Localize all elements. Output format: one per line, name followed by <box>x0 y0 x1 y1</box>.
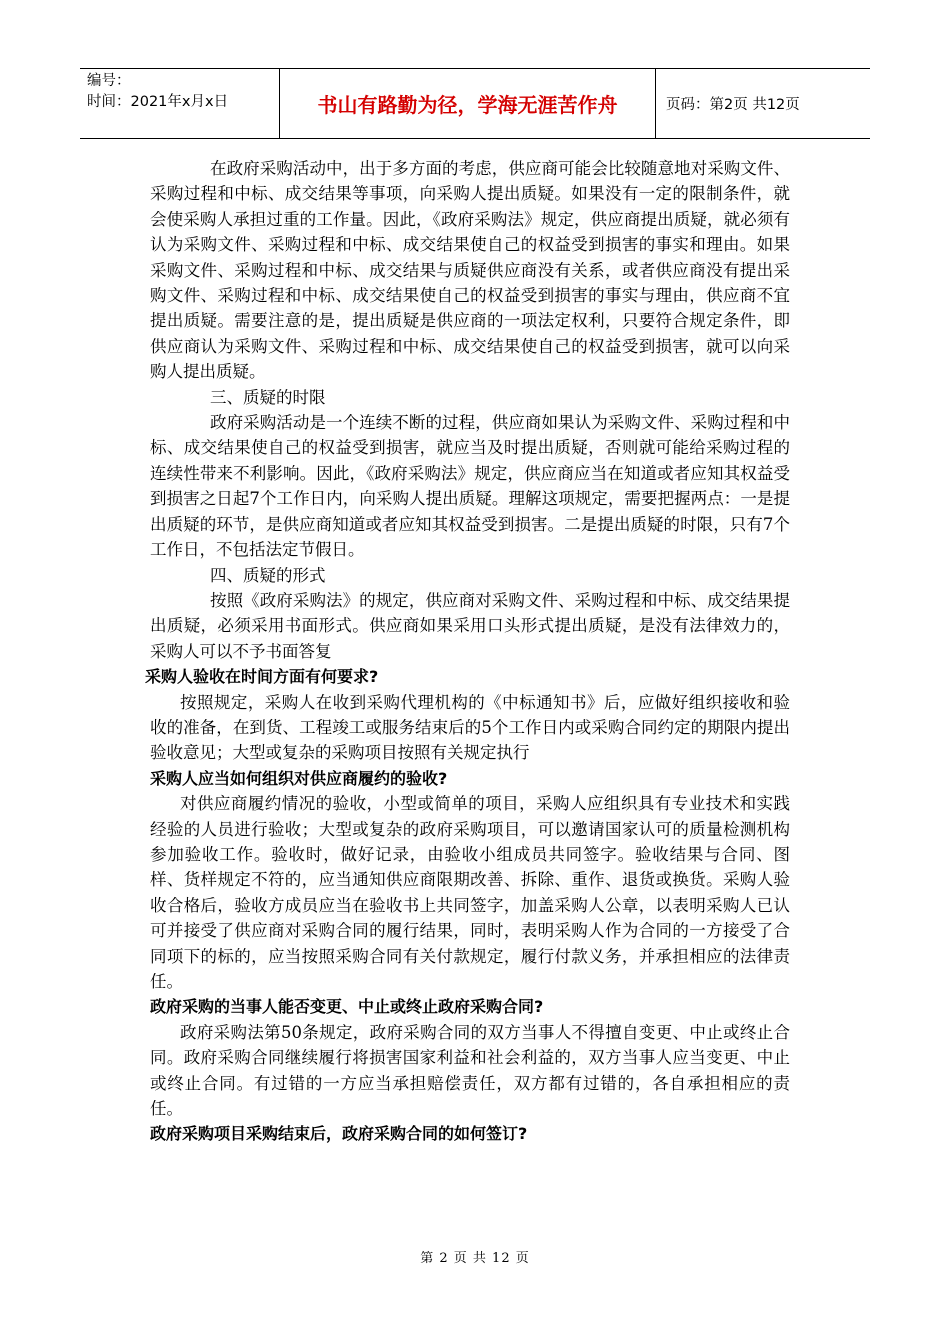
section-heading-time-limit: 三、质疑的时限 <box>210 387 326 407</box>
page-header <box>80 68 870 139</box>
document-body <box>145 156 790 1147</box>
paragraph-question-basis: 在政府采购活动中，出于多方面的考虑，供应商可能会比较随意地对采购文件、采购过程和中标、成交结果等事项，向采购人提出质疑。如果没有一定的限制条件，就会使采购人承担过重的工作量。因此，《政府采购法》规定，供应商提出质疑，就必须有认为采购文件、采购过程和中标、成交结果使自己的权益受到损害的事实和理由。如果采购文件、采购过程和中标、成交结果与质疑供应商没有关系，或者供应商没有提出采购文件、采购过程和中标、成交结果使自己的权益受到损害的事实与理由，供应商不宜提出质疑。需要注意的是，提出质疑是供应商的一项法定权利，只要符合规定条件，即供应商认为采购文件、采购过程和中标、成交结果使自己的权益受到损害，就可以向采购人提出质疑。 <box>150 159 790 382</box>
header-motto: 书山有路勤为径，学海无涯苦作舟 <box>280 69 656 138</box>
section-heading-form: 四、质疑的形式 <box>210 565 326 585</box>
answer-contract-change: 政府采购法第50条规定，政府采购合同的双方当事人不得擅自变更、中止或终止合同。政府采购合同继续履行将损害国家利益和社会利益的，双方当事人应当变更、中止或终止合同。有过错的一方应当承担赔偿责任，双方都有过错的，各自承担相应的责任。 <box>150 1022 790 1119</box>
paragraph-form: 按照《政府采购法》的规定，供应商对采购文件、采购过程和中标、成交结果提出质疑，必须采用书面形式。供应商如果采用口头形式提出质疑，是没有法律效力的，采购人可以不予书面答复 <box>150 590 790 661</box>
question-heading-contract-signing: 政府采购项目采购结束后，政府采购合同的如何签订? <box>150 1124 528 1144</box>
document-time-label: 时间：2021年x月x日 <box>87 94 229 110</box>
page-footer: 第 2 页 共 12 页 <box>420 1251 530 1266</box>
header-meta <box>80 69 280 138</box>
answer-acceptance-time: 按照规定，采购人在收到采购代理机构的《中标通知书》后，应做好组织接收和验收的准备，在到货、工程竣工或服务结束后的5个工作日内或采购合同约定的期限内提出验收意见；大型或复杂的采购项目按照有关规定执行 <box>150 692 790 763</box>
question-heading-contract-change: 政府采购的当事人能否变更、中止或终止政府采购合同? <box>150 997 544 1017</box>
header-page-info: 页码：第2页 共12页 <box>666 97 800 113</box>
question-heading-acceptance-time: 采购人验收在时间方面有何要求? <box>145 667 379 687</box>
answer-acceptance-organize: 对供应商履约情况的验收，小型或简单的项目，采购人应组织具有专业技术和实践经验的人员进行验收；大型或复杂的政府采购项目，可以邀请国家认可的质量检测机构参加验收工作。验收时，做好记录，由验收小组成员共同签字。验收结果与合同、图样、货样规定不符的，应当通知供应商限期改善、拆除、重作、退货或换货。采购人验收合格后，验收方成员应当在验收书上共同签字，加盖采购人公章，以表明采购人已认可并接受了供应商对采购合同的履行结果，同时，表明采购人作为合同的一方接受了合同项下的标的，应当按照采购合同有关付款规定，履行付款义务，并承担相应的法律责任。 <box>150 794 790 991</box>
document-number-label: 编号： <box>87 73 131 89</box>
paragraph-time-limit: 政府采购活动是一个连续不断的过程，供应商如果认为采购文件、采购过程和中标、成交结果使自己的权益受到损害，就应当及时提出质疑，否则就可能给采购过程的连续性带来不利影响。因此，《政府采购法》规定，供应商应当在知道或者应知其权益受到损害之日起7个工作日内，向采购人提出质疑。理解这项规定，需要把握两点：一是提出质疑的环节，是供应商知道或者应知其权益受到损害。二是提出质疑的时限，只有7个工作日，不包括法定节假日。 <box>150 413 790 560</box>
question-heading-acceptance-organize: 采购人应当如何组织对供应商履约的验收? <box>150 768 448 788</box>
